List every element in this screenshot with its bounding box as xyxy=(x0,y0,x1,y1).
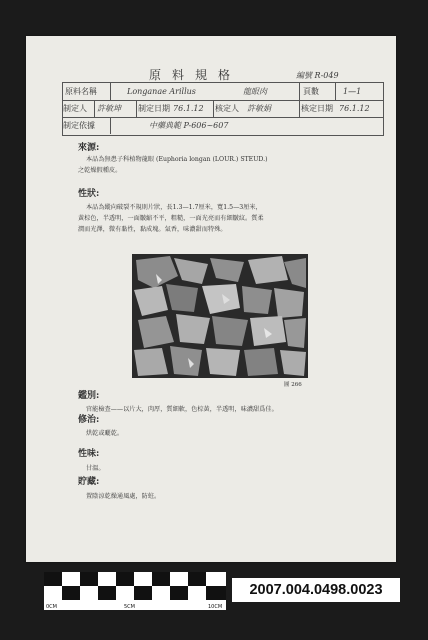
judge-label: 制定人 xyxy=(63,104,87,113)
nature-text: 甘溫。 xyxy=(86,465,105,472)
traits-text-1: 本品為縱向破裂不規則片狀，長1.3—1.7厘米，寬1.5—3厘米， xyxy=(86,204,262,211)
judge-date: 76.1.12 xyxy=(173,104,204,113)
scale-mark-0: 0CM xyxy=(46,604,57,610)
material-label: 原料名稱 xyxy=(65,87,97,96)
identify-text: 官能檢查——以片大，肉厚，質細軟，色棕黃，半透明，味濃甜爲佳。 xyxy=(86,406,278,413)
latin-name: Longanae Arillus xyxy=(127,87,196,96)
source-text-1: 本品為無患子科植物龍眼 (Euphoria longan (LOUR.) STEUD.) xyxy=(86,156,268,163)
scale-mark-5: 5CM xyxy=(124,604,135,610)
table-row xyxy=(63,100,383,118)
review-label: 核定人 xyxy=(215,104,239,113)
review-date-label: 核定日期 xyxy=(301,104,333,113)
accession-number: 2007.004.0498.0023 xyxy=(232,578,400,602)
judge-name: 許敏坤 xyxy=(97,104,121,113)
traits-heading: 性狀: xyxy=(78,189,100,199)
specimen-photo xyxy=(132,254,308,378)
chinese-name: 龍眼肉 xyxy=(243,87,267,96)
form-title: 原料規格 xyxy=(148,68,241,82)
traits-text-2: 黃棕色，半透明，一面皺縮不平，粗糙，一面光亮而有細皺紋。質柔 xyxy=(78,215,264,222)
page-value: 1—1 xyxy=(343,87,362,96)
review-name: 許敏娟 xyxy=(247,104,271,113)
longan-aril-pieces-image xyxy=(132,254,308,378)
identify-heading: 鑑別: xyxy=(78,391,100,401)
review-date: 76.1.12 xyxy=(339,104,370,113)
header-table xyxy=(62,82,384,136)
nature-heading: 性味: xyxy=(78,449,100,459)
table-row xyxy=(63,83,383,101)
checker-scale-icon xyxy=(44,572,226,610)
sheet-number: 編號 R-049 xyxy=(296,71,339,80)
source-text-2: 之乾燥假種皮。 xyxy=(78,167,122,174)
source-heading: 來源: xyxy=(78,143,100,153)
basis-label: 制定依據 xyxy=(63,121,95,130)
judge-date-label: 制定日期 xyxy=(138,104,170,113)
traits-text-3: 潤而光澤，微有黏性，黏成塊。氣香，味濃甜而特殊。 xyxy=(78,226,227,233)
process-text: 烘乾或曬乾。 xyxy=(86,430,124,437)
storage-text: 置陰涼乾燥通風處，防蛀。 xyxy=(86,493,161,500)
process-heading: 修治: xyxy=(78,415,100,425)
storage-heading: 貯藏: xyxy=(78,477,100,487)
color-scale-bar xyxy=(44,572,226,610)
figure-caption: 圖 266 xyxy=(284,382,302,388)
table-row xyxy=(63,117,383,134)
page-label: 頁數 xyxy=(303,87,319,96)
basis-value: 中藥典範 P-606~607 xyxy=(149,121,229,130)
scale-mark-10: 10CM xyxy=(208,604,223,610)
